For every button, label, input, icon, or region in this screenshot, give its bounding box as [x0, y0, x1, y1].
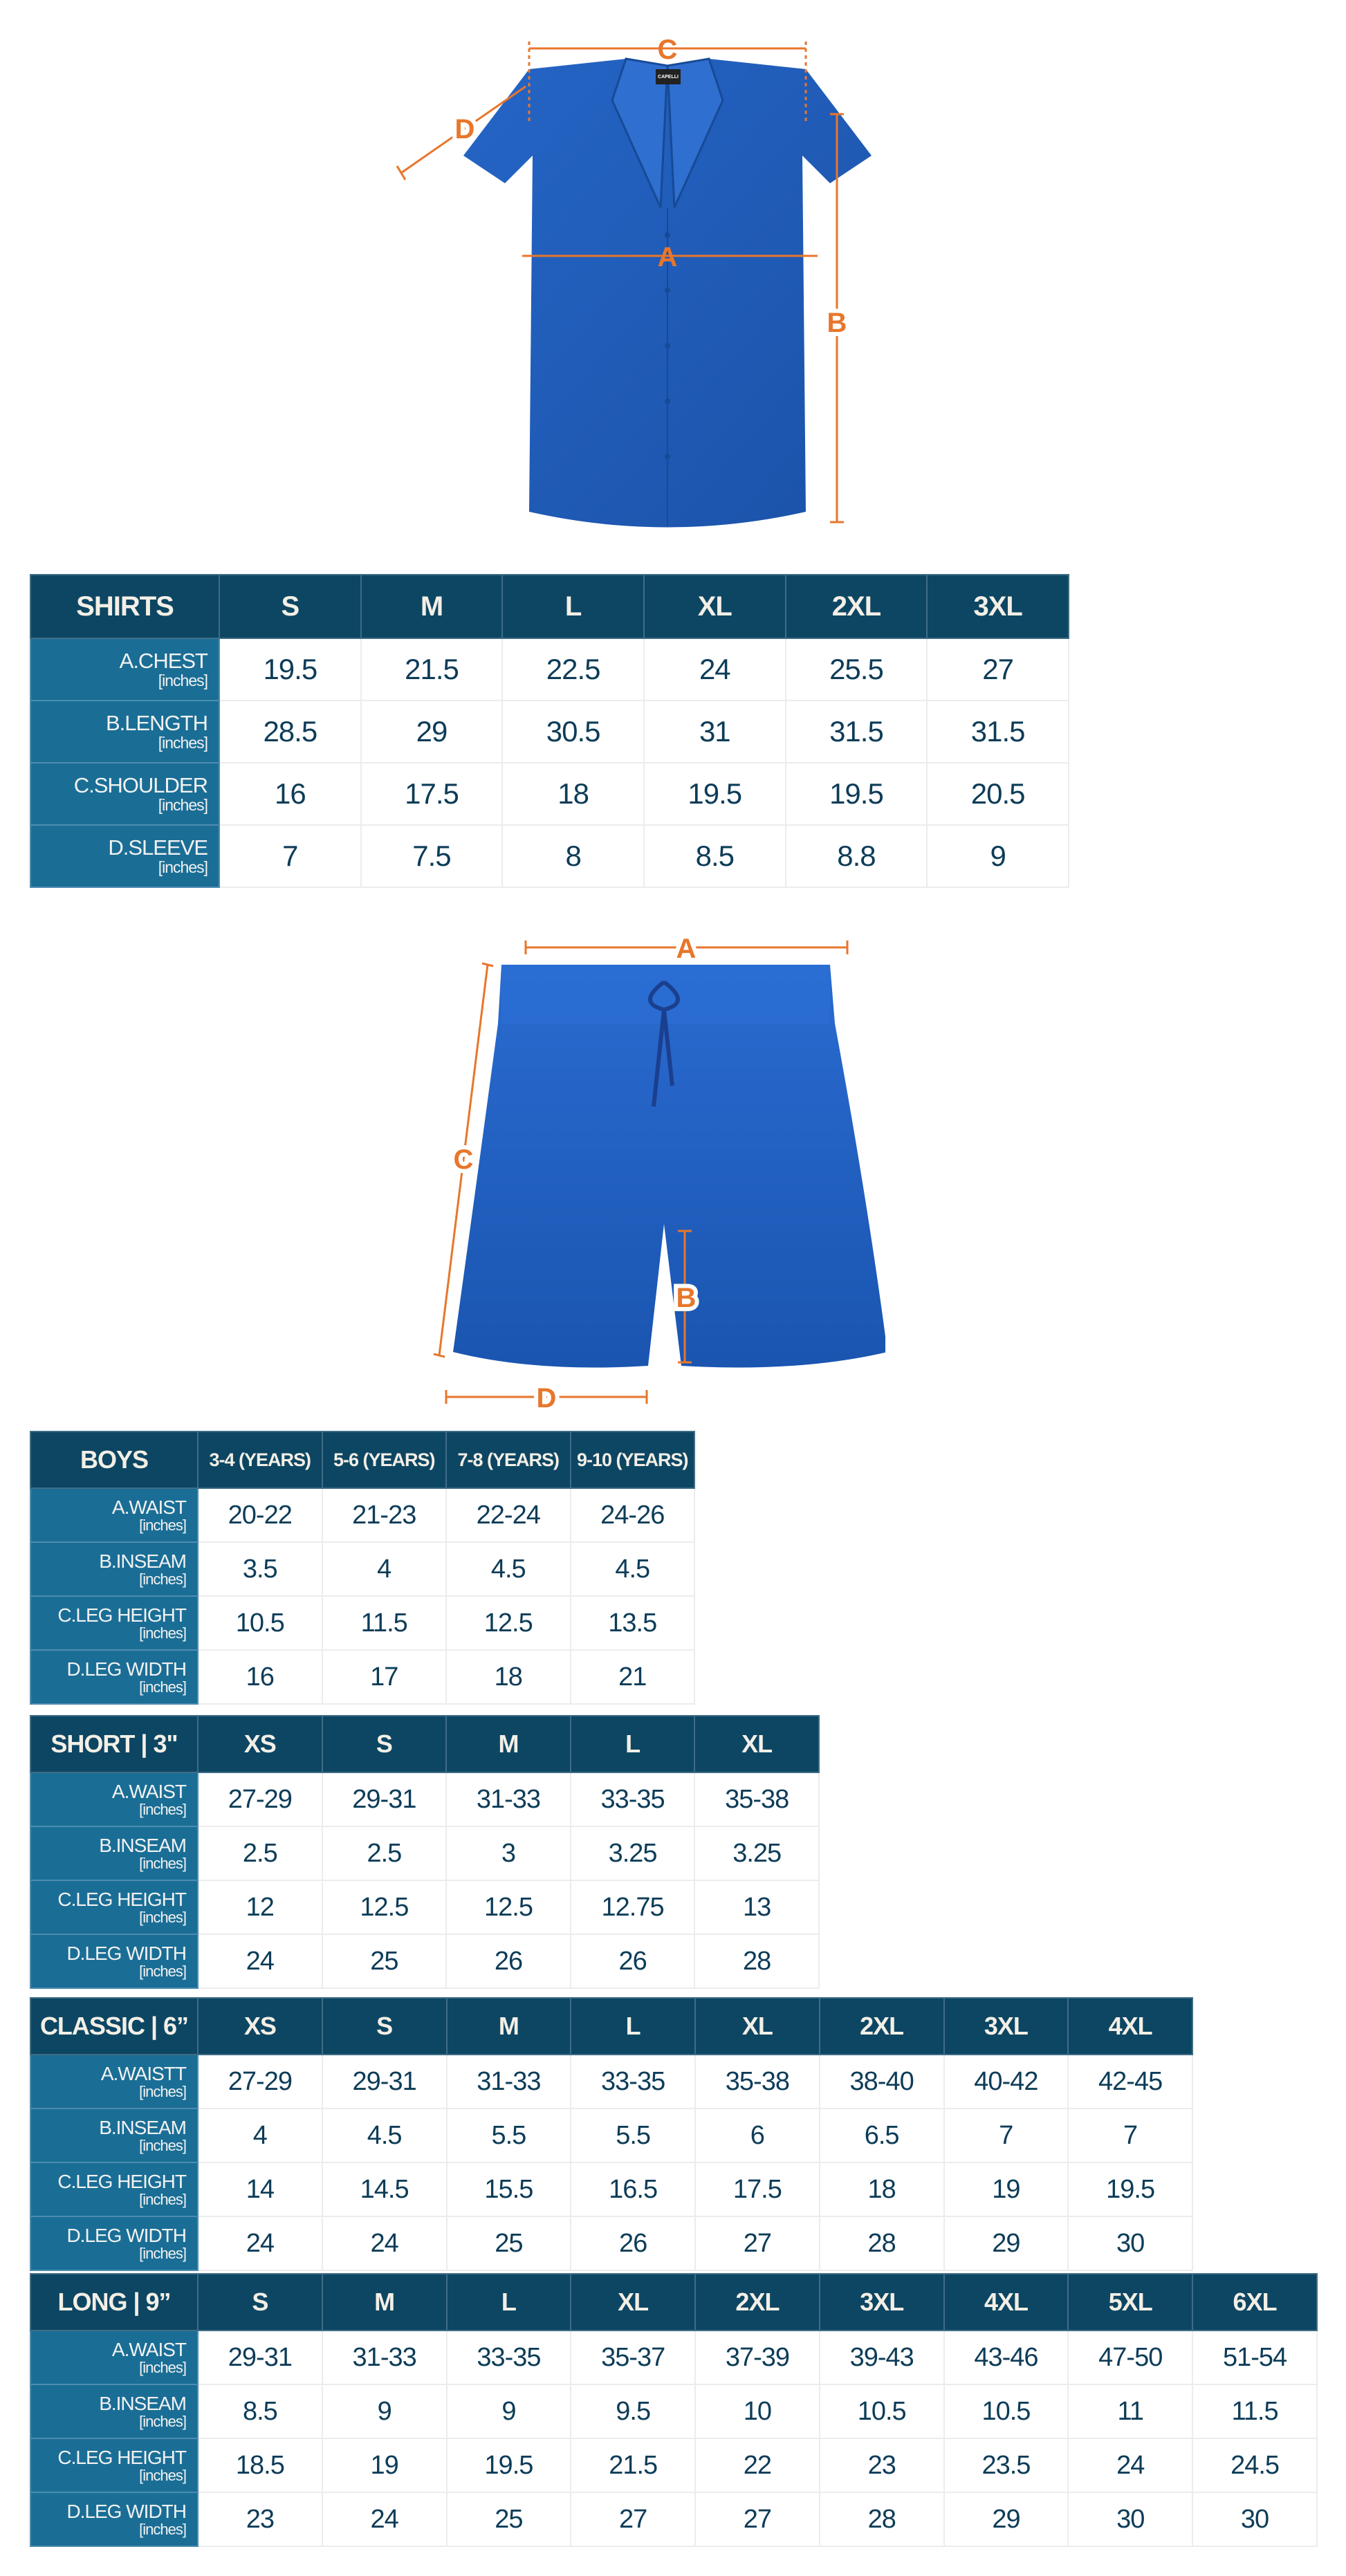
measurement-name: B.INSEAM — [99, 2116, 186, 2138]
measurement-label — [30, 2055, 198, 2109]
size-column-header: M — [361, 575, 503, 638]
table-row — [30, 2162, 1192, 2216]
measurement-value: 16 — [198, 1650, 322, 1704]
measurement-label — [30, 1596, 198, 1650]
table-header-row — [30, 2274, 1317, 2331]
measurement-unit: [inches] — [139, 2467, 186, 2485]
measurement-value: 4 — [322, 1542, 447, 1596]
measurement-label — [30, 825, 219, 887]
shirt-tag-text: CAPELLI — [658, 75, 679, 80]
table-row — [30, 763, 1069, 825]
measurement-value: 3.5 — [198, 1542, 322, 1596]
measurement-value: 4.5 — [446, 1542, 571, 1596]
table-row — [30, 1826, 819, 1880]
table-title: BOYS — [30, 1431, 198, 1488]
dimension-d-label: D — [536, 1383, 557, 1414]
size-column-header: L — [502, 575, 644, 638]
table-row — [30, 2216, 1192, 2270]
measurement-value: 23 — [820, 2438, 944, 2492]
measurement-value: 25 — [447, 2492, 571, 2546]
boys-size-table — [30, 1431, 695, 1705]
measurement-unit: [inches] — [139, 2137, 186, 2155]
measurement-value: 28.5 — [219, 701, 361, 763]
table-row — [30, 1650, 694, 1704]
size-column-header: XL — [644, 575, 786, 638]
measurement-value: 2.5 — [198, 1826, 322, 1880]
size-column-header: XS — [198, 1716, 322, 1772]
measurement-value: 11 — [1068, 2384, 1192, 2438]
measurement-value: 25 — [322, 1934, 447, 1988]
measurement-label — [30, 2216, 198, 2270]
size-column-header: M — [447, 1998, 571, 2055]
size-column-header: 3-4 (YEARS) — [198, 1431, 322, 1488]
measurement-value: 51-54 — [1192, 2331, 1317, 2384]
measurement-value: 35-38 — [694, 1772, 819, 1826]
measurement-value: 10 — [695, 2384, 820, 2438]
measurement-value: 19 — [944, 2162, 1069, 2216]
measurement-value: 24 — [322, 2216, 447, 2270]
measurement-value: 12 — [198, 1880, 322, 1934]
size-column-header: 3XL — [944, 1998, 1069, 2055]
measurement-value: 24 — [644, 638, 786, 701]
table-row — [30, 1596, 694, 1650]
measurement-value: 22-24 — [446, 1488, 571, 1542]
table-row — [30, 1880, 819, 1934]
measurement-unit: [inches] — [139, 1678, 186, 1696]
measurement-name: D.LEG WIDTH — [66, 2500, 186, 2522]
measurement-value: 14.5 — [322, 2162, 447, 2216]
measurement-unit: [inches] — [139, 1963, 186, 1981]
shirts-size-table — [30, 574, 1069, 888]
measurement-unit: [inches] — [139, 1909, 186, 1927]
measurement-value: 21 — [571, 1650, 695, 1704]
measurement-value: 26 — [571, 2216, 695, 2270]
measurement-label — [30, 2384, 198, 2438]
measurement-name: B.LENGTH — [105, 710, 208, 735]
measurement-unit: [inches] — [139, 2521, 186, 2539]
size-column-header: XL — [571, 2274, 695, 2331]
measurement-value: 31 — [644, 701, 786, 763]
measurement-value: 31.5 — [786, 701, 928, 763]
measurement-value: 9 — [927, 825, 1069, 887]
size-column-header: M — [322, 2274, 447, 2331]
short-3in-size-table — [30, 1715, 820, 1989]
measurement-value: 3 — [446, 1826, 571, 1880]
measurement-value: 25.5 — [786, 638, 928, 701]
measurement-name: D.LEG WIDTH — [66, 1942, 186, 1964]
measurement-value: 28 — [694, 1934, 819, 1988]
measurement-value: 13.5 — [571, 1596, 695, 1650]
table-header-row — [30, 575, 1069, 638]
measurement-value: 22 — [695, 2438, 820, 2492]
measurement-value: 35-38 — [695, 2055, 820, 2109]
measurement-value: 19.5 — [786, 763, 928, 825]
table-row — [30, 1542, 694, 1596]
table-row — [30, 2438, 1317, 2492]
measurement-value: 9.5 — [571, 2384, 695, 2438]
size-column-header: S — [198, 2274, 322, 2331]
measurement-value: 10.5 — [198, 1596, 322, 1650]
measurement-name: D.LEG WIDTH — [66, 2224, 186, 2246]
table-row — [30, 638, 1069, 701]
measurement-value: 7 — [219, 825, 361, 887]
size-column-header: 4XL — [944, 2274, 1069, 2331]
measurement-name: B.INSEAM — [99, 2392, 186, 2414]
measurement-value: 3.25 — [571, 1826, 695, 1880]
table-header-row — [30, 1998, 1192, 2055]
measurement-value: 20.5 — [927, 763, 1069, 825]
measurement-unit: [inches] — [139, 2245, 186, 2263]
measurement-value: 33-35 — [447, 2331, 571, 2384]
measurement-value: 31-33 — [447, 2055, 571, 2109]
measurement-value: 21.5 — [571, 2438, 695, 2492]
measurement-value: 16.5 — [571, 2162, 695, 2216]
measurement-label — [30, 763, 219, 825]
measurement-value: 25 — [447, 2216, 571, 2270]
size-column-header: XL — [695, 1998, 820, 2055]
size-column-header: 6XL — [1192, 2274, 1317, 2331]
measurement-value: 9 — [447, 2384, 571, 2438]
measurement-value: 29-31 — [198, 2331, 322, 2384]
table-row — [30, 1488, 694, 1542]
measurement-unit: [inches] — [139, 2083, 186, 2101]
size-column-header: 2XL — [820, 1998, 944, 2055]
measurement-value: 27 — [571, 2492, 695, 2546]
table-header-row — [30, 1716, 819, 1772]
measurement-unit: [inches] — [158, 858, 208, 877]
measurement-label — [30, 1934, 198, 1988]
measurement-unit: [inches] — [139, 1517, 186, 1535]
shorts-body — [453, 965, 885, 1368]
measurement-value: 17.5 — [695, 2162, 820, 2216]
measurement-value: 18 — [820, 2162, 944, 2216]
table-row — [30, 1772, 819, 1826]
measurement-value: 27-29 — [198, 1772, 322, 1826]
size-column-header: 3XL — [927, 575, 1069, 638]
measurement-value: 39-43 — [820, 2331, 944, 2384]
measurement-value: 47-50 — [1068, 2331, 1192, 2384]
measurement-value: 23.5 — [944, 2438, 1069, 2492]
measurement-value: 7 — [944, 2109, 1069, 2162]
measurement-label — [30, 1650, 198, 1704]
size-column-header: S — [322, 1998, 447, 2055]
measurement-value: 27 — [695, 2216, 820, 2270]
measurement-value: 42-45 — [1068, 2055, 1192, 2109]
shorts-diagram — [429, 927, 885, 1425]
size-column-header: 2XL — [695, 2274, 820, 2331]
measurement-value: 5.5 — [447, 2109, 571, 2162]
measurement-value: 27 — [927, 638, 1069, 701]
measurement-name: A.WAIST — [111, 1780, 186, 1802]
table-title: CLASSIC | 6” — [30, 1998, 198, 2055]
measurement-label — [30, 1488, 198, 1542]
measurement-value: 24-26 — [571, 1488, 695, 1542]
measurement-value: 12.5 — [322, 1880, 447, 1934]
measurement-value: 8.5 — [644, 825, 786, 887]
measurement-value: 12.5 — [446, 1596, 571, 1650]
measurement-value: 30.5 — [502, 701, 644, 763]
measurement-value: 7 — [1068, 2109, 1192, 2162]
size-column-header: XL — [694, 1716, 819, 1772]
measurement-label — [30, 2162, 198, 2216]
size-column-header: 5XL — [1068, 2274, 1192, 2331]
size-column-header: S — [219, 575, 361, 638]
measurement-value: 2.5 — [322, 1826, 447, 1880]
measurement-unit: [inches] — [158, 671, 208, 690]
size-column-header: L — [571, 1998, 695, 2055]
measurement-value: 26 — [571, 1934, 695, 1988]
measurement-value: 10.5 — [944, 2384, 1069, 2438]
measurement-value: 13 — [694, 1880, 819, 1934]
size-column-header: L — [571, 1716, 695, 1772]
measurement-value: 27-29 — [198, 2055, 322, 2109]
table-row — [30, 825, 1069, 887]
measurement-unit: [inches] — [139, 1624, 186, 1642]
measurement-value: 14 — [198, 2162, 322, 2216]
table-title: SHIRTS — [30, 575, 219, 638]
measurement-value: 4.5 — [322, 2109, 447, 2162]
measurement-name: A.CHEST — [119, 648, 208, 673]
measurement-value: 26 — [446, 1934, 571, 1988]
measurement-name: D.LEG WIDTH — [66, 1658, 186, 1680]
classic-6in-size-table — [30, 1997, 1193, 2271]
measurement-value: 21-23 — [322, 1488, 447, 1542]
measurement-value: 24 — [198, 2216, 322, 2270]
measurement-value: 19.5 — [447, 2438, 571, 2492]
measurement-value: 24 — [322, 2492, 447, 2546]
measurement-value: 35-37 — [571, 2331, 695, 2384]
measurement-value: 43-46 — [944, 2331, 1069, 2384]
measurement-value: 18.5 — [198, 2438, 322, 2492]
measurement-label — [30, 2492, 198, 2546]
table-row — [30, 2384, 1317, 2438]
size-column-header: 4XL — [1068, 1998, 1192, 2055]
measurement-value: 19.5 — [644, 763, 786, 825]
measurement-value: 12.75 — [571, 1880, 695, 1934]
measurement-value: 11.5 — [322, 1596, 447, 1650]
size-column-header: 2XL — [786, 575, 928, 638]
measurement-value: 8.8 — [786, 825, 928, 887]
measurement-value: 5.5 — [571, 2109, 695, 2162]
measurement-value: 7.5 — [361, 825, 503, 887]
measurement-name: B.INSEAM — [99, 1550, 186, 1572]
measurement-value: 29 — [944, 2492, 1069, 2546]
measurement-value: 40-42 — [944, 2055, 1069, 2109]
size-column-header: 7-8 (YEARS) — [446, 1431, 571, 1488]
size-column-header: 9-10 (YEARS) — [571, 1431, 695, 1488]
measurement-value: 29 — [361, 701, 503, 763]
table-title: LONG | 9” — [30, 2274, 198, 2331]
size-column-header: L — [447, 2274, 571, 2331]
dimension-a-label: A — [657, 242, 678, 272]
dimension-a-label: A — [676, 934, 697, 964]
measurement-value: 21.5 — [361, 638, 503, 701]
measurement-name: A.WAIST — [111, 2338, 186, 2360]
measurement-value: 18 — [446, 1650, 571, 1704]
measurement-value: 33-35 — [571, 2055, 695, 2109]
measurement-value: 29-31 — [322, 1772, 447, 1826]
measurement-value: 11.5 — [1192, 2384, 1317, 2438]
measurement-value: 29 — [944, 2216, 1069, 2270]
measurement-value: 31.5 — [927, 701, 1069, 763]
measurement-value: 17.5 — [361, 763, 503, 825]
measurement-value: 15.5 — [447, 2162, 571, 2216]
long-9in-size-table — [30, 2273, 1318, 2547]
measurement-unit: [inches] — [139, 1801, 186, 1819]
measurement-value: 33-35 — [571, 1772, 695, 1826]
dimension-c-label: C — [453, 1145, 474, 1175]
measurement-value: 29-31 — [322, 2055, 447, 2109]
measurement-value: 31-33 — [322, 2331, 447, 2384]
measurement-value: 30 — [1068, 2492, 1192, 2546]
measurement-value: 37-39 — [695, 2331, 820, 2384]
measurement-value: 28 — [820, 2492, 944, 2546]
table-row — [30, 2109, 1192, 2162]
measurement-name: A.WAIST — [111, 1496, 186, 1518]
table-row — [30, 2055, 1192, 2109]
measurement-value: 27 — [695, 2492, 820, 2546]
measurement-value: 22.5 — [502, 638, 644, 701]
measurement-value: 19.5 — [219, 638, 361, 701]
measurement-value: 3.25 — [694, 1826, 819, 1880]
measurement-value: 8.5 — [198, 2384, 322, 2438]
measurement-value: 24.5 — [1192, 2438, 1317, 2492]
measurement-name: C.SHOULDER — [73, 772, 208, 797]
table-header-row — [30, 1431, 694, 1488]
measurement-value: 38-40 — [820, 2055, 944, 2109]
measurement-value: 10.5 — [820, 2384, 944, 2438]
measurement-value: 9 — [322, 2384, 447, 2438]
measurement-value: 24 — [198, 1934, 322, 1988]
measurement-value: 17 — [322, 1650, 447, 1704]
measurement-value: 6.5 — [820, 2109, 944, 2162]
measurement-value: 16 — [219, 763, 361, 825]
measurement-name: C.LEG HEIGHT — [57, 2446, 186, 2468]
measurement-unit: [inches] — [139, 2359, 186, 2377]
measurement-value: 18 — [502, 763, 644, 825]
size-column-header: S — [322, 1716, 447, 1772]
measurement-unit: [inches] — [139, 2413, 186, 2431]
measurement-value: 6 — [695, 2109, 820, 2162]
measurement-value: 19 — [322, 2438, 447, 2492]
table-row — [30, 2492, 1317, 2546]
table-row — [30, 701, 1069, 763]
size-column-header: XS — [198, 1998, 322, 2055]
measurement-label — [30, 1772, 198, 1826]
measurement-unit: [inches] — [139, 1855, 186, 1873]
measurement-label — [30, 638, 219, 701]
measurement-value: 23 — [198, 2492, 322, 2546]
measurement-value: 4 — [198, 2109, 322, 2162]
measurement-unit: [inches] — [139, 1570, 186, 1588]
measurement-label — [30, 1880, 198, 1934]
measurement-name: C.LEG HEIGHT — [57, 1604, 186, 1626]
dimension-d-label: D — [454, 114, 475, 145]
measurement-value: 12.5 — [446, 1880, 571, 1934]
shirt-diagram — [387, 28, 955, 567]
measurement-name: B.INSEAM — [99, 1834, 186, 1856]
size-column-header: 3XL — [820, 2274, 944, 2331]
measurement-name: C.LEG HEIGHT — [57, 1888, 186, 1910]
measurement-unit: [inches] — [158, 734, 208, 752]
measurement-label — [30, 2109, 198, 2162]
measurement-label — [30, 1826, 198, 1880]
measurement-name: D.SLEEVE — [108, 835, 208, 860]
measurement-value: 24 — [1068, 2438, 1192, 2492]
table-title: SHORT | 3" — [30, 1716, 198, 1772]
measurement-label — [30, 1542, 198, 1596]
size-column-header: 5-6 (YEARS) — [322, 1431, 447, 1488]
measurement-value: 31-33 — [446, 1772, 571, 1826]
measurement-value: 20-22 — [198, 1488, 322, 1542]
measurement-value: 19.5 — [1068, 2162, 1192, 2216]
measurement-value: 4.5 — [571, 1542, 695, 1596]
measurement-name: C.LEG HEIGHT — [57, 2170, 186, 2192]
measurement-unit: [inches] — [158, 796, 208, 815]
measurement-value: 30 — [1068, 2216, 1192, 2270]
measurement-unit: [inches] — [139, 2191, 186, 2209]
dimension-c-label: C — [657, 35, 678, 65]
dimension-b-label: B — [827, 308, 847, 338]
measurement-label — [30, 2331, 198, 2384]
table-row — [30, 2331, 1317, 2384]
dimension-b-label: B — [676, 1283, 697, 1313]
measurement-name: A.WAISTT — [100, 2062, 186, 2084]
measurement-value: 28 — [820, 2216, 944, 2270]
table-row — [30, 1934, 819, 1988]
size-column-header: M — [446, 1716, 571, 1772]
measurement-value: 8 — [502, 825, 644, 887]
measurement-value: 30 — [1192, 2492, 1317, 2546]
measurement-label — [30, 2438, 198, 2492]
measurement-label — [30, 701, 219, 763]
